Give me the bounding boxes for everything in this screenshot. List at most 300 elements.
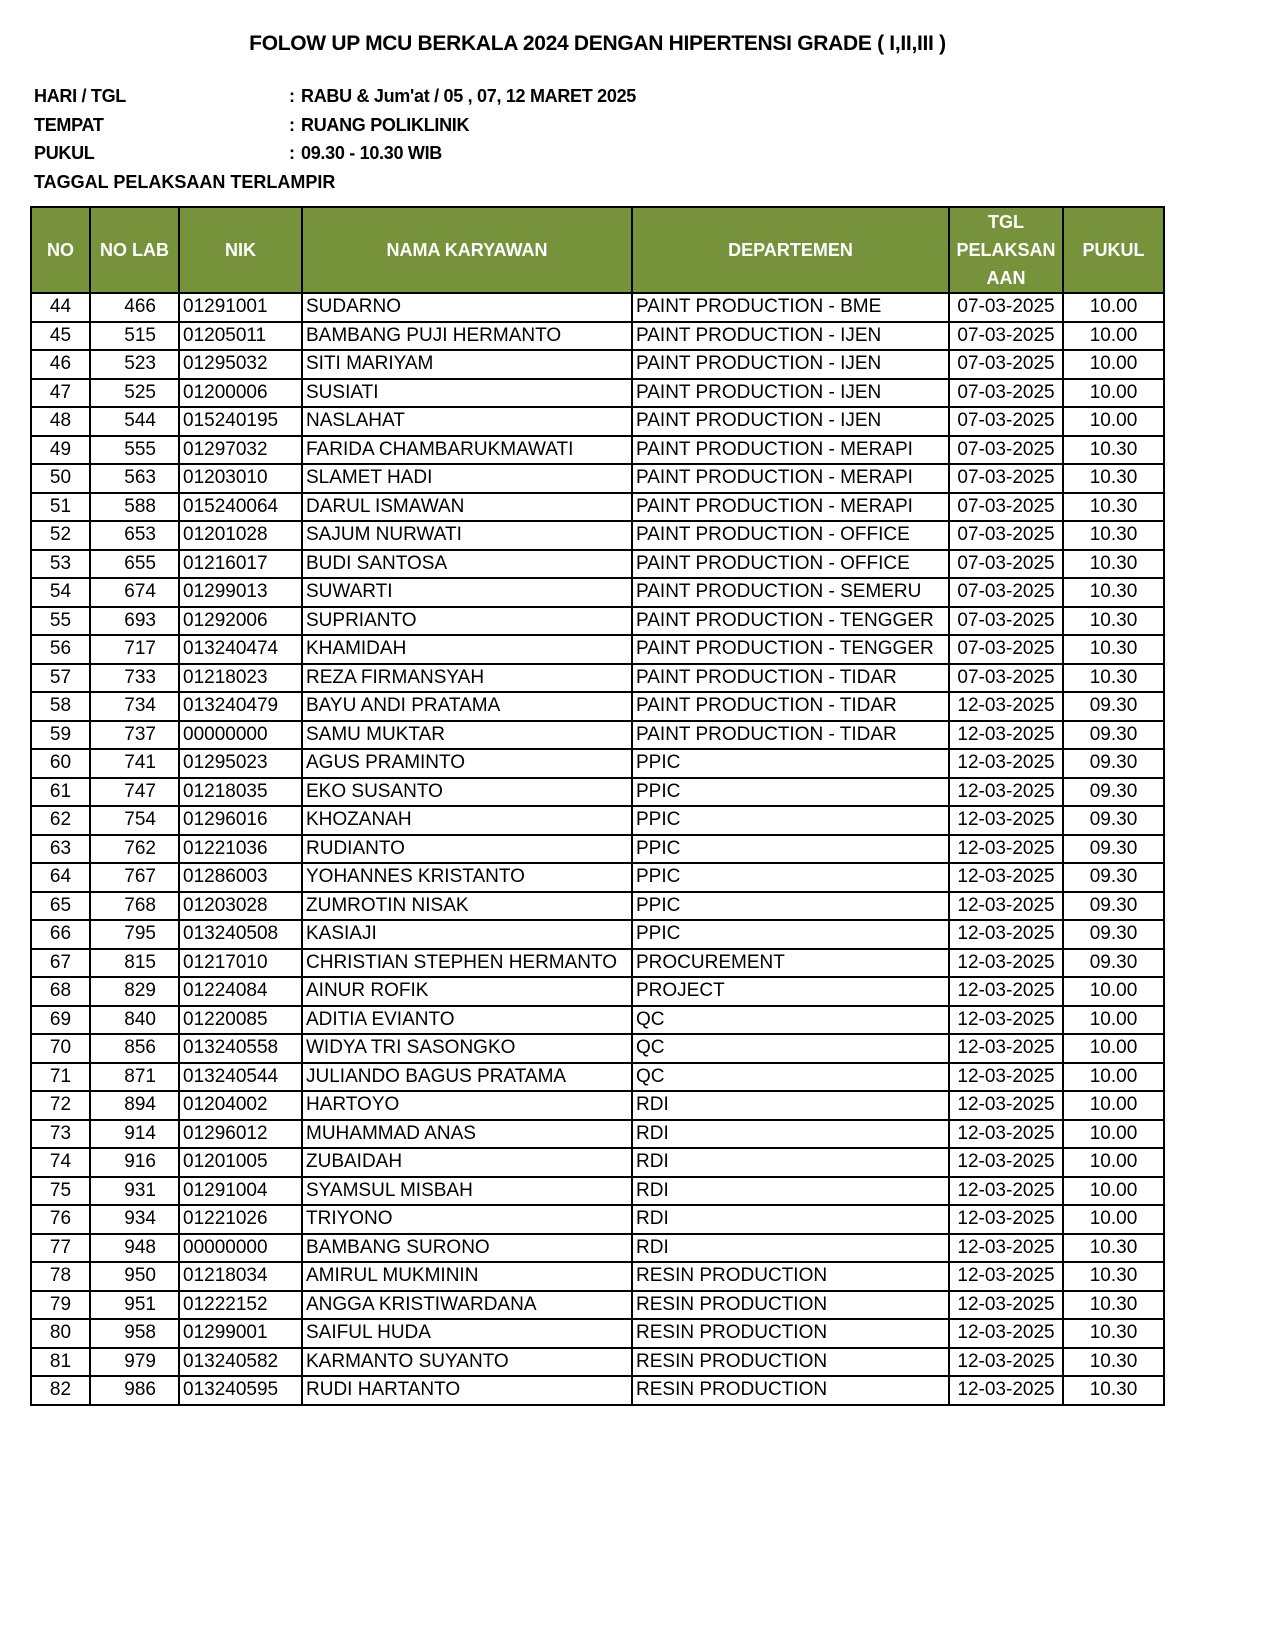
cell-departemen: RDI — [632, 1177, 949, 1206]
cell-departemen: RESIN PRODUCTION — [632, 1291, 949, 1320]
cell-nik: 013240479 — [179, 692, 302, 721]
cell-pukul: 10.30 — [1063, 635, 1164, 664]
cell-nama-karyawan: ZUBAIDAH — [302, 1148, 632, 1177]
table-row — [31, 949, 1164, 978]
cell-no-lab: 815 — [90, 949, 179, 978]
cell-no-lab: 916 — [90, 1148, 179, 1177]
cell-departemen: PPIC — [632, 863, 949, 892]
cell-nama-karyawan: AGUS PRAMINTO — [302, 749, 632, 778]
cell-no: 50 — [31, 464, 90, 493]
table-row — [31, 436, 1164, 465]
cell-departemen: PROJECT — [632, 977, 949, 1006]
cell-nama-karyawan: ZUMROTIN NISAK — [302, 892, 632, 921]
cell-nik: 01292006 — [179, 607, 302, 636]
cell-nik: 013240595 — [179, 1376, 302, 1405]
cell-pukul: 10.00 — [1063, 407, 1164, 436]
cell-no: 60 — [31, 749, 90, 778]
cell-pukul: 10.30 — [1063, 521, 1164, 550]
cell-no: 64 — [31, 863, 90, 892]
cell-nama-karyawan: TRIYONO — [302, 1205, 632, 1234]
cell-no-lab: 754 — [90, 806, 179, 835]
cell-tgl-pelaksanaan: 12-03-2025 — [949, 1291, 1063, 1320]
cell-nik: 01220085 — [179, 1006, 302, 1035]
cell-pukul: 09.30 — [1063, 863, 1164, 892]
column-header-no: NO — [31, 207, 90, 293]
cell-no-lab: 563 — [90, 464, 179, 493]
cell-no: 66 — [31, 920, 90, 949]
cell-no: 46 — [31, 350, 90, 379]
table-row — [31, 521, 1164, 550]
cell-departemen: PAINT PRODUCTION - IJEN — [632, 350, 949, 379]
cell-no: 75 — [31, 1177, 90, 1206]
cell-no-lab: 747 — [90, 778, 179, 807]
cell-no-lab: 693 — [90, 607, 179, 636]
table-row — [31, 1205, 1164, 1234]
cell-tgl-pelaksanaan: 12-03-2025 — [949, 977, 1063, 1006]
cell-pukul: 10.30 — [1063, 1376, 1164, 1405]
cell-no: 78 — [31, 1262, 90, 1291]
cell-no: 47 — [31, 379, 90, 408]
table-row — [31, 1319, 1164, 1348]
cell-nama-karyawan: MUHAMMAD ANAS — [302, 1120, 632, 1149]
cell-tgl-pelaksanaan: 07-03-2025 — [949, 550, 1063, 579]
cell-tgl-pelaksanaan: 12-03-2025 — [949, 863, 1063, 892]
cell-nik: 01205011 — [179, 322, 302, 351]
column-header-pukul: PUKUL — [1063, 207, 1164, 293]
cell-no: 56 — [31, 635, 90, 664]
cell-pukul: 09.30 — [1063, 721, 1164, 750]
cell-nama-karyawan: AINUR ROFIK — [302, 977, 632, 1006]
cell-nik: 01221036 — [179, 835, 302, 864]
table-row — [31, 635, 1164, 664]
cell-nama-karyawan: SUWARTI — [302, 578, 632, 607]
column-header-no-lab: NO LAB — [90, 207, 179, 293]
cell-departemen: PPIC — [632, 778, 949, 807]
cell-no-lab: 653 — [90, 521, 179, 550]
cell-nik: 01203028 — [179, 892, 302, 921]
cell-pukul: 09.30 — [1063, 920, 1164, 949]
cell-departemen: PAINT PRODUCTION - TENGGER — [632, 635, 949, 664]
cell-tgl-pelaksanaan: 12-03-2025 — [949, 1348, 1063, 1377]
cell-pukul: 09.30 — [1063, 835, 1164, 864]
cell-departemen: RDI — [632, 1120, 949, 1149]
cell-departemen: PAINT PRODUCTION - MERAPI — [632, 464, 949, 493]
info-row-tempat — [34, 111, 636, 140]
cell-tgl-pelaksanaan: 07-03-2025 — [949, 521, 1063, 550]
cell-departemen: PAINT PRODUCTION - IJEN — [632, 379, 949, 408]
cell-tgl-pelaksanaan: 12-03-2025 — [949, 1006, 1063, 1035]
cell-no: 67 — [31, 949, 90, 978]
cell-tgl-pelaksanaan: 12-03-2025 — [949, 835, 1063, 864]
cell-tgl-pelaksanaan: 12-03-2025 — [949, 920, 1063, 949]
table-row — [31, 493, 1164, 522]
cell-no: 81 — [31, 1348, 90, 1377]
document-title: FOLOW UP MCU BERKALA 2024 DENGAN HIPERTENSI GRADE ( I,II,III ) — [249, 32, 946, 55]
cell-tgl-pelaksanaan: 07-03-2025 — [949, 578, 1063, 607]
cell-no-lab: 871 — [90, 1063, 179, 1092]
cell-pukul: 09.30 — [1063, 692, 1164, 721]
cell-pukul: 10.00 — [1063, 1063, 1164, 1092]
cell-departemen: QC — [632, 1034, 949, 1063]
table-row — [31, 1291, 1164, 1320]
cell-pukul: 10.30 — [1063, 493, 1164, 522]
cell-no-lab: 948 — [90, 1234, 179, 1263]
cell-nama-karyawan: WIDYA TRI SASONGKO — [302, 1034, 632, 1063]
cell-nik: 01295032 — [179, 350, 302, 379]
cell-no-lab: 674 — [90, 578, 179, 607]
cell-departemen: RDI — [632, 1091, 949, 1120]
cell-tgl-pelaksanaan: 12-03-2025 — [949, 1177, 1063, 1206]
cell-tgl-pelaksanaan: 12-03-2025 — [949, 892, 1063, 921]
cell-tgl-pelaksanaan: 07-03-2025 — [949, 293, 1063, 322]
cell-tgl-pelaksanaan: 12-03-2025 — [949, 1120, 1063, 1149]
column-header-nik: NIK — [179, 207, 302, 293]
cell-no-lab: 914 — [90, 1120, 179, 1149]
cell-departemen: RDI — [632, 1205, 949, 1234]
cell-tgl-pelaksanaan: 12-03-2025 — [949, 749, 1063, 778]
cell-departemen: PAINT PRODUCTION - IJEN — [632, 322, 949, 351]
cell-departemen: PAINT PRODUCTION - IJEN — [632, 407, 949, 436]
cell-tgl-pelaksanaan: 12-03-2025 — [949, 692, 1063, 721]
cell-no: 53 — [31, 550, 90, 579]
cell-nama-karyawan: BAYU ANDI PRATAMA — [302, 692, 632, 721]
cell-nik: 01200006 — [179, 379, 302, 408]
table-row — [31, 322, 1164, 351]
cell-nik: 01216017 — [179, 550, 302, 579]
cell-pukul: 09.30 — [1063, 949, 1164, 978]
cell-no-lab: 986 — [90, 1376, 179, 1405]
cell-no-lab: 829 — [90, 977, 179, 1006]
cell-tgl-pelaksanaan: 07-03-2025 — [949, 635, 1063, 664]
cell-tgl-pelaksanaan: 07-03-2025 — [949, 436, 1063, 465]
cell-no: 63 — [31, 835, 90, 864]
cell-nik: 01291004 — [179, 1177, 302, 1206]
table-row — [31, 1063, 1164, 1092]
cell-departemen: PAINT PRODUCTION - TIDAR — [632, 721, 949, 750]
cell-nama-karyawan: KHAMIDAH — [302, 635, 632, 664]
cell-nama-karyawan: SAMU MUKTAR — [302, 721, 632, 750]
cell-nik: 013240558 — [179, 1034, 302, 1063]
cell-no: 76 — [31, 1205, 90, 1234]
info-row-pukul — [34, 139, 636, 168]
info-colon: : — [289, 143, 295, 163]
info-label: TEMPAT — [34, 114, 104, 135]
cell-nama-karyawan: SITI MARIYAM — [302, 350, 632, 379]
cell-pukul: 09.30 — [1063, 892, 1164, 921]
cell-no-lab: 958 — [90, 1319, 179, 1348]
cell-no: 71 — [31, 1063, 90, 1092]
cell-departemen: RESIN PRODUCTION — [632, 1319, 949, 1348]
cell-departemen: RDI — [632, 1148, 949, 1177]
cell-no-lab: 588 — [90, 493, 179, 522]
table-row — [31, 1034, 1164, 1063]
cell-no-lab: 733 — [90, 664, 179, 693]
cell-tgl-pelaksanaan: 12-03-2025 — [949, 1376, 1063, 1405]
table-body — [31, 293, 1164, 1405]
cell-nama-karyawan: JULIANDO BAGUS PRATAMA — [302, 1063, 632, 1092]
cell-no-lab: 894 — [90, 1091, 179, 1120]
cell-pukul: 10.30 — [1063, 464, 1164, 493]
cell-nama-karyawan: CHRISTIAN STEPHEN HERMANTO — [302, 949, 632, 978]
table-row — [31, 749, 1164, 778]
cell-departemen: RESIN PRODUCTION — [632, 1376, 949, 1405]
cell-departemen: PAINT PRODUCTION - TIDAR — [632, 664, 949, 693]
table-row — [31, 464, 1164, 493]
cell-pukul: 09.30 — [1063, 806, 1164, 835]
table-row — [31, 379, 1164, 408]
cell-no: 70 — [31, 1034, 90, 1063]
cell-tgl-pelaksanaan: 12-03-2025 — [949, 1234, 1063, 1263]
table-row — [31, 892, 1164, 921]
table-row — [31, 1262, 1164, 1291]
cell-tgl-pelaksanaan: 12-03-2025 — [949, 1091, 1063, 1120]
cell-nik: 01201028 — [179, 521, 302, 550]
cell-no: 54 — [31, 578, 90, 607]
info-label: HARI / TGL — [34, 86, 126, 106]
cell-no-lab: 795 — [90, 920, 179, 949]
info-value: RUANG POLIKLINIK — [301, 114, 470, 135]
cell-tgl-pelaksanaan: 12-03-2025 — [949, 1262, 1063, 1291]
cell-nik: 01291001 — [179, 293, 302, 322]
table-row — [31, 350, 1164, 379]
cell-tgl-pelaksanaan: 07-03-2025 — [949, 379, 1063, 408]
cell-pukul: 10.30 — [1063, 550, 1164, 579]
cell-nik: 01203010 — [179, 464, 302, 493]
cell-no: 59 — [31, 721, 90, 750]
cell-no-lab: 950 — [90, 1262, 179, 1291]
cell-no: 62 — [31, 806, 90, 835]
cell-nama-karyawan: BUDI SANTOSA — [302, 550, 632, 579]
cell-no: 73 — [31, 1120, 90, 1149]
cell-nik: 013240582 — [179, 1348, 302, 1377]
cell-pukul: 10.30 — [1063, 436, 1164, 465]
table-row — [31, 1348, 1164, 1377]
table-row — [31, 550, 1164, 579]
cell-departemen: PROCUREMENT — [632, 949, 949, 978]
cell-no-lab: 767 — [90, 863, 179, 892]
cell-nama-karyawan: EKO SUSANTO — [302, 778, 632, 807]
cell-no-lab: 768 — [90, 892, 179, 921]
cell-nik: 01295023 — [179, 749, 302, 778]
cell-pukul: 10.00 — [1063, 1148, 1164, 1177]
cell-no: 65 — [31, 892, 90, 921]
table-row — [31, 977, 1164, 1006]
cell-tgl-pelaksanaan: 07-03-2025 — [949, 350, 1063, 379]
table-row — [31, 293, 1164, 322]
cell-no: 55 — [31, 607, 90, 636]
cell-no-lab: 737 — [90, 721, 179, 750]
table-row — [31, 1148, 1164, 1177]
cell-departemen: PAINT PRODUCTION - TENGGER — [632, 607, 949, 636]
cell-no-lab: 741 — [90, 749, 179, 778]
info-row-tanggal-terlampir — [34, 168, 636, 197]
table-row — [31, 607, 1164, 636]
cell-no-lab: 555 — [90, 436, 179, 465]
cell-departemen: QC — [632, 1006, 949, 1035]
cell-pukul: 10.00 — [1063, 379, 1164, 408]
cell-nama-karyawan: YOHANNES KRISTANTO — [302, 863, 632, 892]
table-row — [31, 1006, 1164, 1035]
cell-pukul: 10.00 — [1063, 293, 1164, 322]
cell-no-lab: 840 — [90, 1006, 179, 1035]
cell-no-lab: 931 — [90, 1177, 179, 1206]
cell-no: 57 — [31, 664, 90, 693]
cell-nama-karyawan: HARTOYO — [302, 1091, 632, 1120]
cell-no: 72 — [31, 1091, 90, 1120]
cell-nama-karyawan: ADITIA EVIANTO — [302, 1006, 632, 1035]
cell-pukul: 10.30 — [1063, 1348, 1164, 1377]
cell-pukul: 10.00 — [1063, 1034, 1164, 1063]
table-row — [31, 1376, 1164, 1405]
cell-nik: 01217010 — [179, 949, 302, 978]
cell-nama-karyawan: KHOZANAH — [302, 806, 632, 835]
cell-pukul: 10.30 — [1063, 1234, 1164, 1263]
cell-nik: 00000000 — [179, 721, 302, 750]
cell-departemen: PAINT PRODUCTION - BME — [632, 293, 949, 322]
cell-tgl-pelaksanaan: 12-03-2025 — [949, 806, 1063, 835]
cell-no-lab: 515 — [90, 322, 179, 351]
cell-nama-karyawan: DARUL ISMAWAN — [302, 493, 632, 522]
cell-tgl-pelaksanaan: 12-03-2025 — [949, 778, 1063, 807]
cell-departemen: RDI — [632, 1234, 949, 1263]
cell-departemen: QC — [632, 1063, 949, 1092]
cell-no-lab: 544 — [90, 407, 179, 436]
cell-departemen: PAINT PRODUCTION - MERAPI — [632, 493, 949, 522]
cell-nik: 01221026 — [179, 1205, 302, 1234]
cell-tgl-pelaksanaan: 12-03-2025 — [949, 721, 1063, 750]
cell-departemen: PAINT PRODUCTION - OFFICE — [632, 550, 949, 579]
table-row — [31, 578, 1164, 607]
cell-departemen: PPIC — [632, 835, 949, 864]
cell-nik: 01299013 — [179, 578, 302, 607]
table-row — [31, 835, 1164, 864]
cell-nama-karyawan: RUDIANTO — [302, 835, 632, 864]
cell-tgl-pelaksanaan: 12-03-2025 — [949, 1205, 1063, 1234]
cell-no: 77 — [31, 1234, 90, 1263]
cell-no-lab: 762 — [90, 835, 179, 864]
event-info — [34, 82, 636, 196]
cell-no-lab: 525 — [90, 379, 179, 408]
table-header-row — [31, 207, 1164, 293]
cell-pukul: 09.30 — [1063, 778, 1164, 807]
cell-no-lab: 717 — [90, 635, 179, 664]
cell-nama-karyawan: ANGGA KRISTIWARDANA — [302, 1291, 632, 1320]
cell-no: 74 — [31, 1148, 90, 1177]
cell-nama-karyawan: KASIAJI — [302, 920, 632, 949]
cell-pukul: 10.30 — [1063, 664, 1164, 693]
column-header-departemen: DEPARTEMEN — [632, 207, 949, 293]
cell-nama-karyawan: FARIDA CHAMBARUKMAWATI — [302, 436, 632, 465]
cell-nama-karyawan: AMIRUL MUKMININ — [302, 1262, 632, 1291]
cell-departemen: RESIN PRODUCTION — [632, 1348, 949, 1377]
cell-tgl-pelaksanaan: 12-03-2025 — [949, 949, 1063, 978]
cell-nik: 01224084 — [179, 977, 302, 1006]
cell-nik: 01204002 — [179, 1091, 302, 1120]
table-row — [31, 1091, 1164, 1120]
cell-nik: 01299001 — [179, 1319, 302, 1348]
table-row — [31, 806, 1164, 835]
cell-departemen: PPIC — [632, 806, 949, 835]
cell-pukul: 10.00 — [1063, 350, 1164, 379]
column-header-tgl-pelaksanaan: TGL PELAKSAN AAN — [949, 207, 1063, 293]
info-label: PUKUL — [34, 143, 95, 163]
cell-no-lab: 655 — [90, 550, 179, 579]
cell-nama-karyawan: BAMBANG PUJI HERMANTO — [302, 322, 632, 351]
cell-pukul: 10.00 — [1063, 322, 1164, 351]
cell-departemen: PPIC — [632, 749, 949, 778]
cell-tgl-pelaksanaan: 07-03-2025 — [949, 493, 1063, 522]
cell-pukul: 10.30 — [1063, 1262, 1164, 1291]
cell-pukul: 09.30 — [1063, 749, 1164, 778]
cell-no: 82 — [31, 1376, 90, 1405]
table-row — [31, 863, 1164, 892]
cell-pukul: 10.30 — [1063, 578, 1164, 607]
cell-no: 69 — [31, 1006, 90, 1035]
cell-no: 52 — [31, 521, 90, 550]
table-row — [31, 1120, 1164, 1149]
table-row — [31, 692, 1164, 721]
cell-no: 45 — [31, 322, 90, 351]
cell-nama-karyawan: REZA FIRMANSYAH — [302, 664, 632, 693]
cell-no: 61 — [31, 778, 90, 807]
cell-nama-karyawan: SYAMSUL MISBAH — [302, 1177, 632, 1206]
cell-pukul: 10.30 — [1063, 1291, 1164, 1320]
table-row — [31, 664, 1164, 693]
cell-no: 51 — [31, 493, 90, 522]
cell-nik: 01297032 — [179, 436, 302, 465]
cell-nik: 01218034 — [179, 1262, 302, 1291]
cell-pukul: 10.00 — [1063, 1091, 1164, 1120]
info-colon: : — [289, 86, 295, 106]
cell-tgl-pelaksanaan: 07-03-2025 — [949, 407, 1063, 436]
cell-no: 68 — [31, 977, 90, 1006]
cell-nama-karyawan: RUDI HARTANTO — [302, 1376, 632, 1405]
cell-no-lab: 734 — [90, 692, 179, 721]
cell-tgl-pelaksanaan: 07-03-2025 — [949, 607, 1063, 636]
info-colon: : — [289, 114, 295, 135]
cell-pukul: 10.30 — [1063, 607, 1164, 636]
cell-nama-karyawan: SUSIATI — [302, 379, 632, 408]
cell-no: 48 — [31, 407, 90, 436]
cell-tgl-pelaksanaan: 12-03-2025 — [949, 1034, 1063, 1063]
cell-no: 80 — [31, 1319, 90, 1348]
cell-nama-karyawan: SUDARNO — [302, 293, 632, 322]
cell-pukul: 10.00 — [1063, 1120, 1164, 1149]
cell-no: 44 — [31, 293, 90, 322]
cell-nama-karyawan: SAJUM NURWATI — [302, 521, 632, 550]
table-row — [31, 1234, 1164, 1263]
employee-schedule-table — [30, 206, 1165, 1406]
cell-nik: 01296016 — [179, 806, 302, 835]
cell-tgl-pelaksanaan: 07-03-2025 — [949, 664, 1063, 693]
cell-departemen: PPIC — [632, 892, 949, 921]
table-row — [31, 407, 1164, 436]
cell-nik: 013240544 — [179, 1063, 302, 1092]
cell-nik: 01286003 — [179, 863, 302, 892]
cell-pukul: 10.00 — [1063, 1177, 1164, 1206]
cell-pukul: 10.00 — [1063, 977, 1164, 1006]
cell-departemen: PAINT PRODUCTION - OFFICE — [632, 521, 949, 550]
cell-nik: 01218035 — [179, 778, 302, 807]
cell-nama-karyawan: SAIFUL HUDA — [302, 1319, 632, 1348]
cell-no: 79 — [31, 1291, 90, 1320]
cell-nik: 00000000 — [179, 1234, 302, 1263]
cell-pukul: 10.30 — [1063, 1319, 1164, 1348]
cell-nik: 01218023 — [179, 664, 302, 693]
cell-no-lab: 466 — [90, 293, 179, 322]
cell-nama-karyawan: SUPRIANTO — [302, 607, 632, 636]
cell-departemen: PAINT PRODUCTION - TIDAR — [632, 692, 949, 721]
